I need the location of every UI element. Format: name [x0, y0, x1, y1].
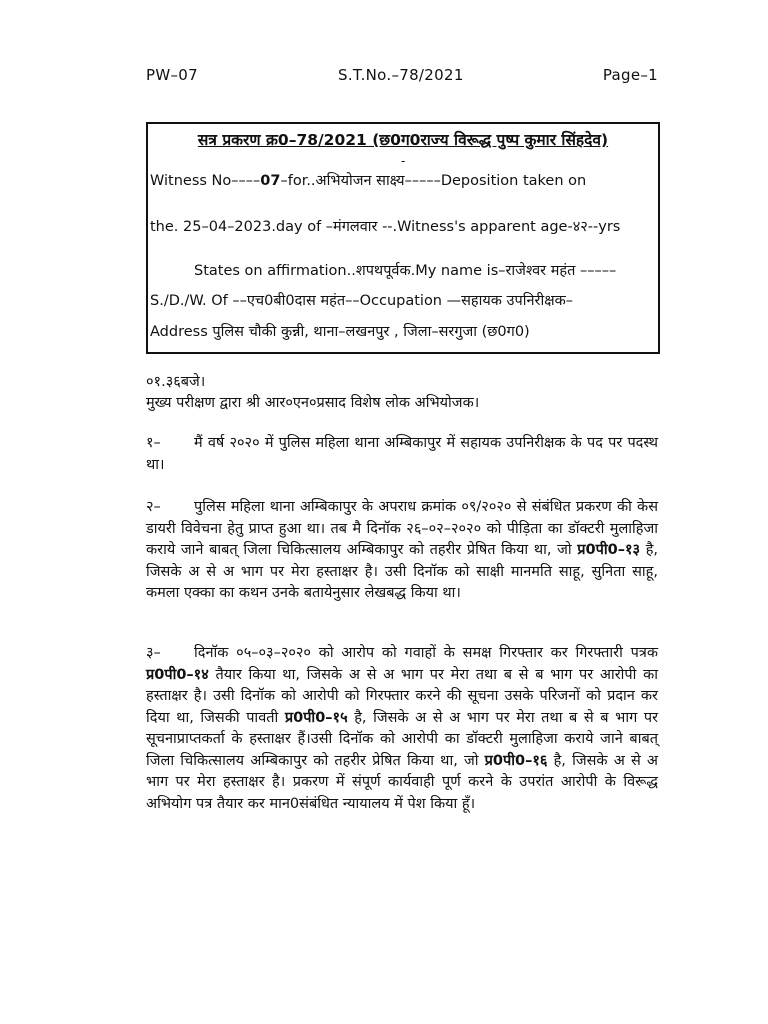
exhibit-reference: प्र0पी0–१५: [284, 709, 348, 726]
box-mark: -: [401, 154, 406, 168]
paragraph-text: तैयार किया था, जिसके अ से अ भाग पर मेरा तथा ब से ब भाग पर आरोपी का हस्ताक्षर है। उसी दिनॉक को आरोपी को गिरफ्तार करने की सूचना उसके परिजनों को प्रदान कर दिया था, जिसकी पावती: [146, 666, 658, 726]
paragraph-text: पुलिस महिला थाना अम्बिकापुर के अपराध क्रमांक ०९/२०२० से संबंधित प्रकरण की केस डायरी विवेचना हेतु प्राप्त हुआ था। तब मै दिनॉक २६–०२–२०२० को पीड़िता का डॉक्टरी मुलाहिजा कराये जाने बाबत् जिला चिकित्सालय अम्बिकापुर को तहरीर प्रेषित किया था, जो: [146, 499, 658, 558]
witness-number: 07: [260, 173, 281, 189]
paragraph-text: है, जिसके अ से अ भाग पर मेरा हस्ताक्षर है। प्रकरण में संपूर्ण कार्यवाही पूर्ण करने के उपरांत आरोपी के विरूद्ध अभियोग पत्र तैयार कर मान0संबंधित न्यायालय में पेश किया हूँ।: [146, 752, 659, 812]
examination-time: ०१.३६बजे।: [146, 374, 206, 390]
paragraph-text: दिनॉक ०५–०३–२०२० को आरोप को गवाहों के समक्ष गिरफ्तार कर गिरफ्तारी पत्रक: [194, 645, 658, 661]
witness-reference: PW–07: [146, 66, 198, 84]
witness-line-suffix: –for..अभियोजन साक्ष्य–––––Deposition taken on: [280, 173, 587, 189]
deposition-date-line: the. 25–04–2023.day of –मंगलवार --.Witness's apparent age-४२--yrs: [150, 219, 621, 235]
paragraph-text: है, जिसके अ से अ भाग पर मेरा हस्ताक्षर है। उसी दिनॉक को साक्षी मानमति साहू, सुनिता साहू, कमला एक्का का कथन उनके बतायेनुसार लेखबद्ध किया था।: [146, 542, 659, 601]
paragraph-1: [146, 433, 658, 476]
parentage-occupation-line: S./D./W. Of ––एच0बी0दास महंत––Occupation —सहायक उपनिरीक्षक–: [150, 293, 573, 309]
paragraph-number: १–: [146, 435, 161, 451]
page-number: Page–1: [602, 66, 658, 84]
paragraph-2: [146, 497, 658, 605]
witness-number-line: [150, 170, 586, 190]
paragraph-3: [146, 643, 658, 815]
page-header: [146, 66, 658, 90]
paragraph-number: ३–: [146, 645, 161, 661]
examination-heading: मुख्य परीक्षण द्वारा श्री आर०एन०प्रसाद विशेष लोक अभियोजक।: [146, 395, 480, 411]
exhibit-reference: प्र0पी0–१४: [146, 666, 209, 683]
paragraph-text: है, जिसके अ से अ भाग पर मेरा तथा ब से ब भाग पर सूचनाप्राप्तकर्ता के हस्ताक्षर हैं।उसी दिनॉक को आरोपी का डॉक्टरी मुलाहिजा कराये जाने बाबत् जिला चिकित्सालय अम्बिकापुर को तहरीर प्रेषित किया था, जो: [146, 709, 659, 769]
exhibit-reference: प्र0पी0–१६: [484, 752, 548, 769]
paragraph-number: २–: [146, 499, 161, 515]
address-line: Address पुलिस चौकी कुन्नी, थाना–लखनपुर , जिला–सरगुजा (छ0ग0): [150, 324, 530, 340]
witness-line-prefix: Witness No––––: [150, 173, 261, 189]
affirmation-line: States on affirmation..शपथपूर्वक.My name is–राजेश्वर महंत –––––: [194, 263, 617, 279]
paragraph-text: मैं वर्ष २०२० में पुलिस महिला थाना अम्बिकापुर में सहायक उपनिरीक्षक के पद पर पदस्थ था।: [146, 435, 658, 473]
case-number: S.T.No.–78/2021: [338, 66, 464, 84]
case-title: सत्र प्रकरण क्र0–78/2021 (छ0ग0राज्य विरूद्ध पुष्प कुमार सिंहदेव): [197, 131, 609, 149]
exhibit-reference: प्र0पी0–१३: [577, 542, 641, 558]
deposition-header-box: [146, 122, 660, 354]
